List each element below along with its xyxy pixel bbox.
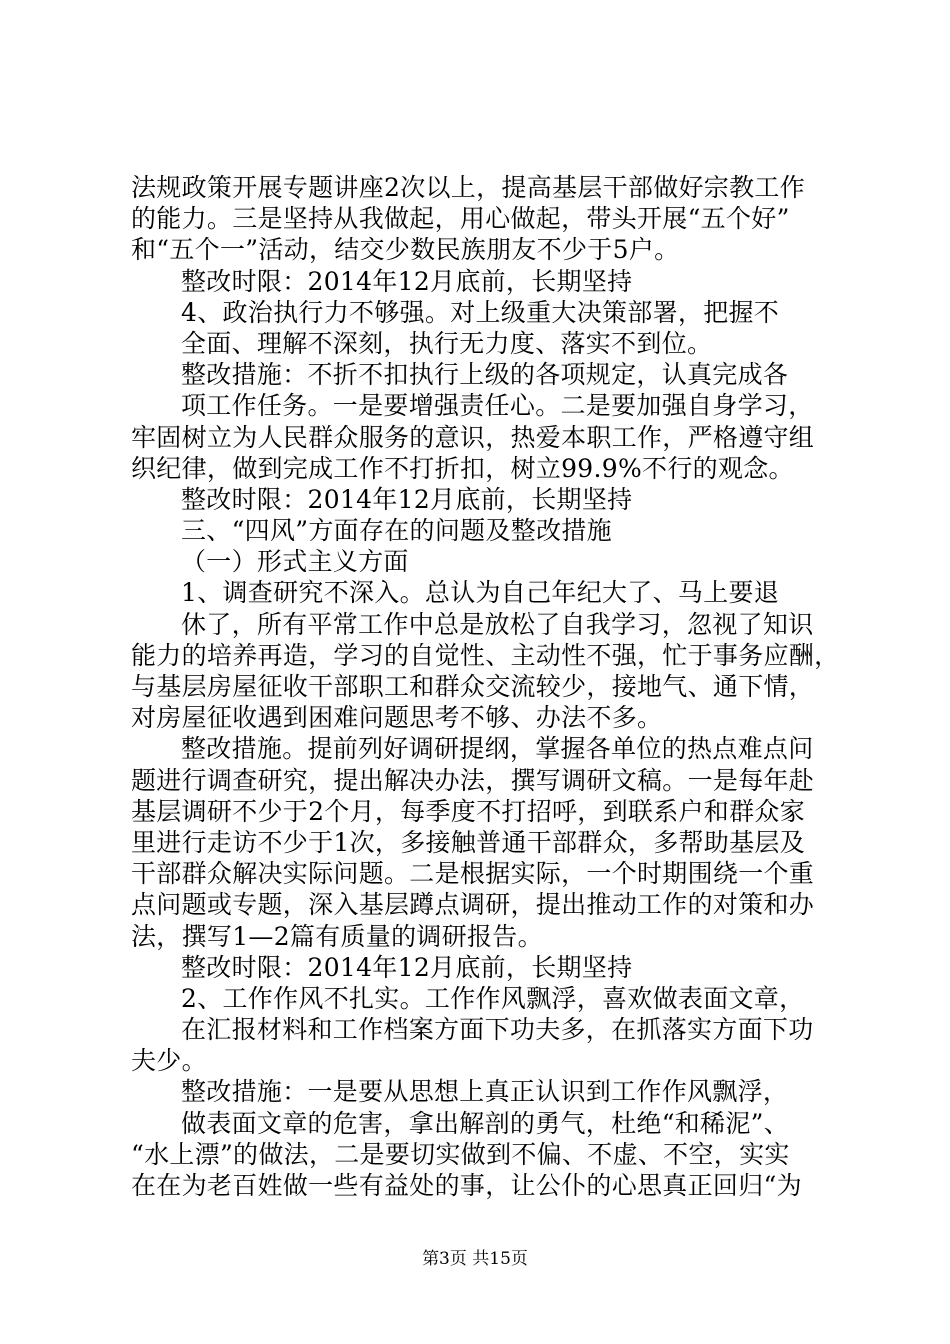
text-line: 干部群众解决实际问题。二是根据实际，一个时期围绕一个重 [131, 859, 815, 889]
text-line: 休了，所有平常工作中总是放松了自我学习，忽视了知识 [181, 609, 814, 639]
text-line: 能力的培养再造，学习的自觉性、主动性不强，忙于事务应酬， [131, 640, 840, 670]
text-line: 整改时限：2014年12月底前，长期坚持 [181, 266, 633, 296]
text-line: 里进行走访不少于1次，多接触普通干部群众，多帮助基层及 [131, 827, 806, 857]
text-line: 项工作任务。一是要增强责任心。二是要加强自身学习， [181, 391, 814, 421]
section-heading: 三、“四风”方面存在的问题及整改措施 [181, 516, 612, 546]
text-line: 法，撰写1—2篇有质量的调研报告。 [131, 921, 543, 951]
text-line: 牢固树立为人民群众服务的意识，热爱本职工作，严格遵守组 [131, 422, 815, 452]
text-line: 整改措施：不折不扣执行上级的各项规定，认真完成各 [181, 360, 789, 390]
text-line: 做表面文章的危害，拿出解剖的勇气，杜绝“和稀泥”、 [181, 1108, 790, 1138]
text-line: 在汇报材料和工作档案方面下功夫多，在抓落实方面下功 [181, 1015, 814, 1045]
text-line: “水上漂”的做法，二是要切实做到不偏、不虚、不空，实实 [131, 1139, 790, 1169]
text-line: 整改时限：2014年12月底前，长期坚持 [181, 952, 633, 982]
text-line: 整改时限：2014年12月底前，长期坚持 [181, 484, 633, 514]
text-line: 4、政治执行力不够强。对上级重大决策部署，把握不 [181, 297, 780, 327]
text-line: 题进行调查研究，提出解决办法，撰写调研文稿。一是每年赴 [131, 765, 815, 795]
text-line: 基层调研不少于2个月，每季度不打招呼，到联系户和群众家 [131, 796, 806, 826]
subsection-heading: （一）形式主义方面 [181, 547, 409, 577]
text-line: 的能力。三是坚持从我做起，用心做起，带头开展“五个好” [131, 204, 790, 234]
text-line: 整改措施：一是要从思想上真正认识到工作作风飘浮， [181, 1077, 789, 1107]
text-line: 全面、理解不深刻，执行无力度、落实不到位。 [181, 328, 713, 358]
text-line: 法规政策开展专题讲座2次以上，提高基层干部做好宗教工作 [131, 173, 806, 202]
text-line: 1、调查研究不深入。总认为自己年纪大了、马上要退 [181, 578, 780, 608]
text-line: 和“五个一”活动，结交少数民族朋友不少于5户。 [131, 235, 680, 265]
text-line: 在在为老百姓做一些有益处的事，让公仆的心思真正回归“为 [131, 1171, 802, 1200]
text-line: 夫少。 [131, 1046, 207, 1076]
text-line: 点问题或专题，深入基层蹲点调研，提出推动工作的对策和办 [131, 890, 815, 920]
text-line: 与基层房屋征收干部职工和群众交流较少，接地气、通下情， [131, 672, 815, 701]
text-line: 整改措施。提前列好调研提纲，掌握各单位的热点难点问 [181, 734, 814, 764]
document-body [131, 172, 840, 1201]
text-line: 对房屋征收遇到困难问题思考不够、办法不多。 [131, 703, 663, 733]
text-line: 织纪律，做到完成工作不打折扣，树立99.9%不行的观念。 [131, 453, 794, 483]
text-line: 2、工作作风不扎实。工作作风飘浮，喜欢做表面文章， [181, 983, 805, 1013]
page-number-footer: 第3页 共15页 [422, 1249, 528, 1269]
